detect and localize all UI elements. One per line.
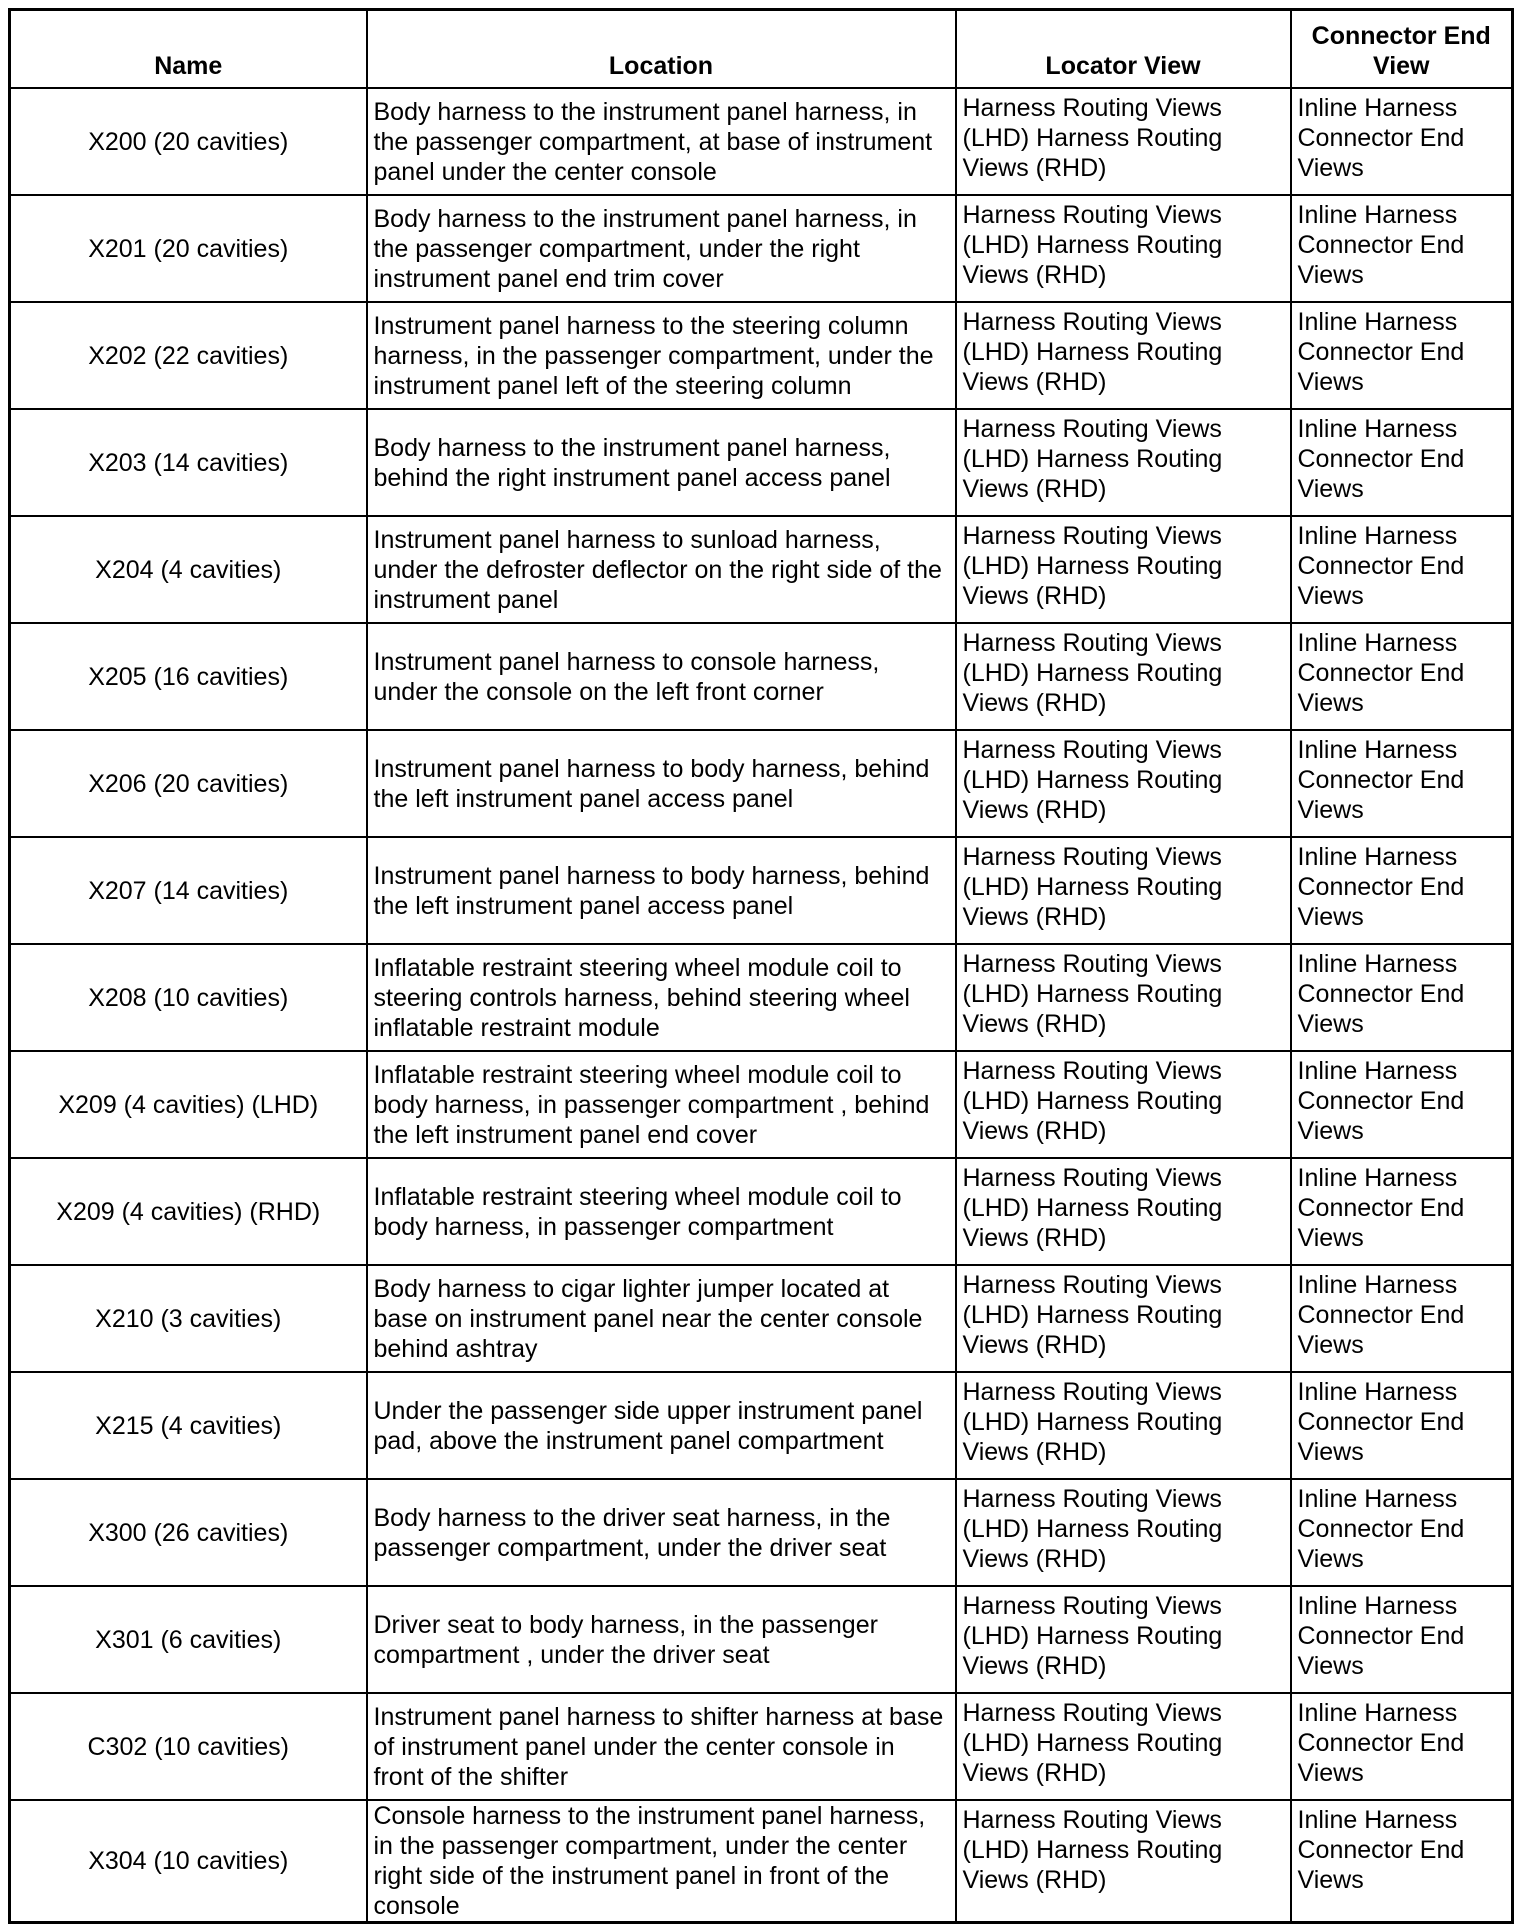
header-connector-end-view: Connector End View [1291, 10, 1513, 89]
connector-location: Instrument panel harness to shifter harness at base of instrument panel under the center console in front of the shifter [367, 1693, 956, 1800]
table-row [10, 1479, 1513, 1586]
table-row [10, 944, 1513, 1051]
connector-location: Body harness to the driver seat harness, in the passenger compartment, under the driver seat [367, 1479, 956, 1586]
connector-end-view-link[interactable]: Inline Harness Connector End Views [1291, 1586, 1513, 1693]
locator-view-link[interactable]: Harness Routing Views (LHD) Harness Routing Views (RHD) [956, 516, 1291, 623]
connector-name: X206 (20 cavities) [10, 730, 367, 837]
connector-end-view-link[interactable]: Inline Harness Connector End Views [1291, 195, 1513, 302]
connector-name: X201 (20 cavities) [10, 195, 367, 302]
connector-end-view-link[interactable]: Inline Harness Connector End Views [1291, 837, 1513, 944]
connector-end-view-link[interactable]: Inline Harness Connector End Views [1291, 730, 1513, 837]
connector-location: Body harness to the instrument panel harness, in the passenger compartment, under the right instrument panel end trim cover [367, 195, 956, 302]
connector-end-view-link[interactable]: Inline Harness Connector End Views [1291, 1051, 1513, 1158]
connector-end-view-link[interactable]: Inline Harness Connector End Views [1291, 302, 1513, 409]
connector-location: Inflatable restraint steering wheel module coil to steering controls harness, behind steering wheel inflatable restraint module [367, 944, 956, 1051]
connector-name: X204 (4 cavities) [10, 516, 367, 623]
locator-view-link[interactable]: Harness Routing Views (LHD) Harness Routing Views (RHD) [956, 1051, 1291, 1158]
connector-name: X203 (14 cavities) [10, 409, 367, 516]
header-location: Location [367, 10, 956, 89]
connector-end-view-link[interactable]: Inline Harness Connector End Views [1291, 1800, 1513, 1923]
header-locator-view: Locator View [956, 10, 1291, 89]
connector-name: X304 (10 cavities) [10, 1800, 367, 1923]
locator-view-link[interactable]: Harness Routing Views (LHD) Harness Routing Views (RHD) [956, 302, 1291, 409]
connector-name: X202 (22 cavities) [10, 302, 367, 409]
connector-end-view-link[interactable]: Inline Harness Connector End Views [1291, 409, 1513, 516]
locator-view-link[interactable]: Harness Routing Views (LHD) Harness Routing Views (RHD) [956, 944, 1291, 1051]
locator-view-link[interactable]: Harness Routing Views (LHD) Harness Routing Views (RHD) [956, 1158, 1291, 1265]
connector-end-view-link[interactable]: Inline Harness Connector End Views [1291, 1479, 1513, 1586]
connector-location: Driver seat to body harness, in the passenger compartment , under the driver seat [367, 1586, 956, 1693]
table-row [10, 1051, 1513, 1158]
inline-connector-table [8, 8, 1514, 1924]
connector-end-view-link[interactable]: Inline Harness Connector End Views [1291, 1158, 1513, 1265]
table-row [10, 1158, 1513, 1265]
table-row [10, 195, 1513, 302]
connector-end-view-link[interactable]: Inline Harness Connector End Views [1291, 1372, 1513, 1479]
connector-end-view-link[interactable]: Inline Harness Connector End Views [1291, 944, 1513, 1051]
table-row [10, 1693, 1513, 1800]
locator-view-link[interactable]: Harness Routing Views (LHD) Harness Routing Views (RHD) [956, 1800, 1291, 1923]
connector-location: Instrument panel harness to sunload harness, under the defroster deflector on the right side of the instrument panel [367, 516, 956, 623]
locator-view-link[interactable]: Harness Routing Views (LHD) Harness Routing Views (RHD) [956, 1586, 1291, 1693]
connector-name: X209 (4 cavities) (LHD) [10, 1051, 367, 1158]
connector-location: Instrument panel harness to body harness, behind the left instrument panel access panel [367, 837, 956, 944]
connector-location: Body harness to the instrument panel harness, in the passenger compartment, at base of instrument panel under the center console [367, 88, 956, 195]
table-row [10, 409, 1513, 516]
connector-name: X301 (6 cavities) [10, 1586, 367, 1693]
header-name: Name [10, 10, 367, 89]
locator-view-link[interactable]: Harness Routing Views (LHD) Harness Routing Views (RHD) [956, 1479, 1291, 1586]
connector-name: C302 (10 cavities) [10, 1693, 367, 1800]
connector-name: X215 (4 cavities) [10, 1372, 367, 1479]
connector-name: X300 (26 cavities) [10, 1479, 367, 1586]
table-header-row [10, 10, 1513, 89]
connector-name: X209 (4 cavities) (RHD) [10, 1158, 367, 1265]
locator-view-link[interactable]: Harness Routing Views (LHD) Harness Routing Views (RHD) [956, 730, 1291, 837]
connector-end-view-link[interactable]: Inline Harness Connector End Views [1291, 623, 1513, 730]
table-row [10, 516, 1513, 623]
connector-location: Instrument panel harness to console harness, under the console on the left front corner [367, 623, 956, 730]
table-row [10, 88, 1513, 195]
connector-location: Console harness to the instrument panel harness, in the passenger compartment, under the center right side of the instrument panel in front of the console [367, 1800, 956, 1923]
connector-name: X210 (3 cavities) [10, 1265, 367, 1372]
table-row [10, 302, 1513, 409]
connector-name: X205 (16 cavities) [10, 623, 367, 730]
table-row [10, 623, 1513, 730]
table-row [10, 1265, 1513, 1372]
locator-view-link[interactable]: Harness Routing Views (LHD) Harness Routing Views (RHD) [956, 195, 1291, 302]
connector-name: X208 (10 cavities) [10, 944, 367, 1051]
connector-location: Body harness to the instrument panel harness, behind the right instrument panel access panel [367, 409, 956, 516]
connector-location: Instrument panel harness to the steering column harness, in the passenger compartment, under the instrument panel left of the steering column [367, 302, 956, 409]
locator-view-link[interactable]: Harness Routing Views (LHD) Harness Routing Views (RHD) [956, 88, 1291, 195]
locator-view-link[interactable]: Harness Routing Views (LHD) Harness Routing Views (RHD) [956, 1265, 1291, 1372]
table-row [10, 730, 1513, 837]
connector-name: X200 (20 cavities) [10, 88, 367, 195]
table-row [10, 1372, 1513, 1479]
connector-end-view-link[interactable]: Inline Harness Connector End Views [1291, 516, 1513, 623]
connector-location: Body harness to cigar lighter jumper located at base on instrument panel near the center console behind ashtray [367, 1265, 956, 1372]
connector-table-container [8, 8, 1511, 1924]
table-row [10, 1800, 1513, 1923]
connector-location: Under the passenger side upper instrument panel pad, above the instrument panel compartment [367, 1372, 956, 1479]
table-row [10, 837, 1513, 944]
connector-end-view-link[interactable]: Inline Harness Connector End Views [1291, 1265, 1513, 1372]
connector-location: Inflatable restraint steering wheel module coil to body harness, in passenger compartment , behind the left instrument panel end cover [367, 1051, 956, 1158]
locator-view-link[interactable]: Harness Routing Views (LHD) Harness Routing Views (RHD) [956, 1372, 1291, 1479]
table-row [10, 1586, 1513, 1693]
locator-view-link[interactable]: Harness Routing Views (LHD) Harness Routing Views (RHD) [956, 1693, 1291, 1800]
connector-location: Inflatable restraint steering wheel module coil to body harness, in passenger compartment [367, 1158, 956, 1265]
connector-location: Instrument panel harness to body harness, behind the left instrument panel access panel [367, 730, 956, 837]
connector-name: X207 (14 cavities) [10, 837, 367, 944]
connector-end-view-link[interactable]: Inline Harness Connector End Views [1291, 1693, 1513, 1800]
locator-view-link[interactable]: Harness Routing Views (LHD) Harness Routing Views (RHD) [956, 409, 1291, 516]
locator-view-link[interactable]: Harness Routing Views (LHD) Harness Routing Views (RHD) [956, 623, 1291, 730]
connector-end-view-link[interactable]: Inline Harness Connector End Views [1291, 88, 1513, 195]
locator-view-link[interactable]: Harness Routing Views (LHD) Harness Routing Views (RHD) [956, 837, 1291, 944]
